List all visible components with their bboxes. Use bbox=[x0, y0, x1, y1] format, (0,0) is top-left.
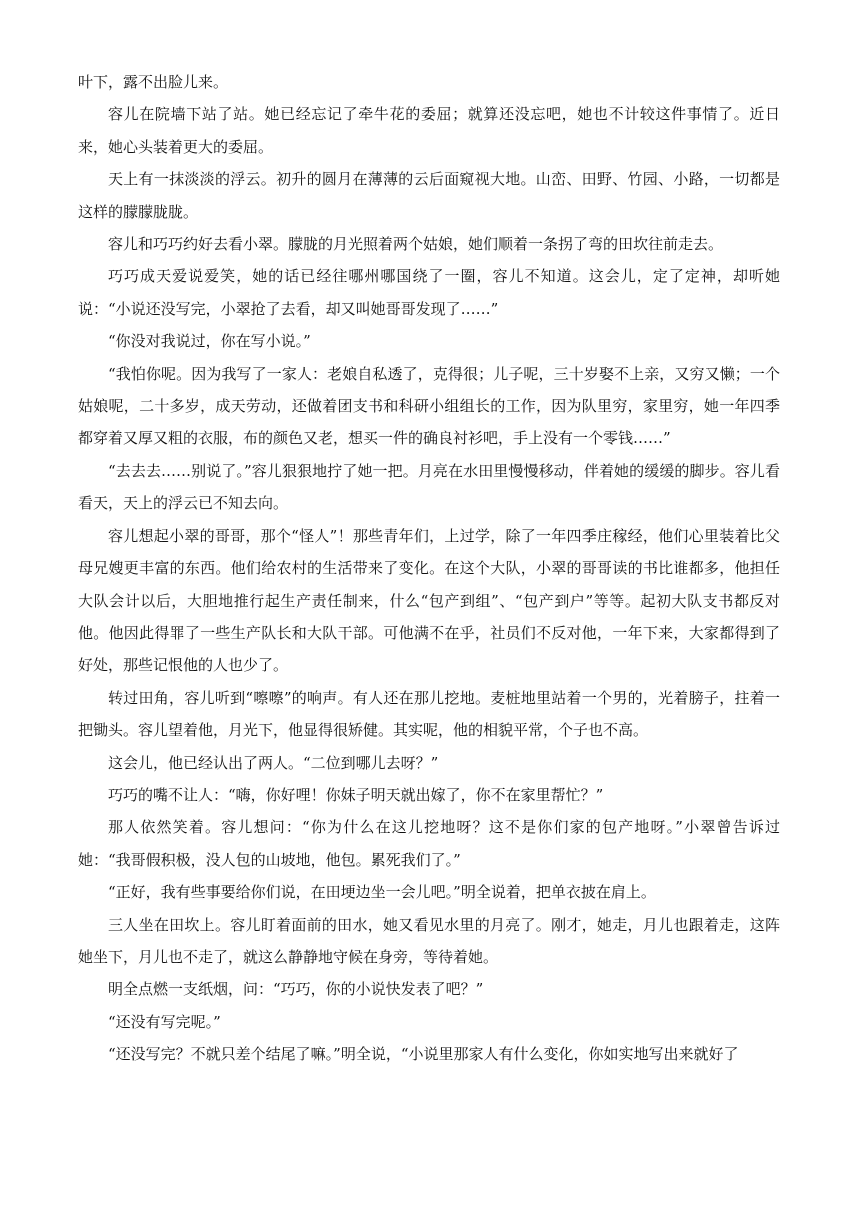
paragraph: 三人坐在田坎上。容儿盯着面前的田水，她又看见水里的月亮了。刚才，她走，月儿也跟着走，这阵她坐下，月儿也不走了，就这么静静地守候在身旁，等待着她。 bbox=[78, 915, 780, 966]
paragraph: 巧巧的嘴不让人：“嗨，你好哩！你妹子明天就出嫁了，你不在家里帮忙？” bbox=[108, 785, 604, 804]
paragraph: 巧巧成天爱说爱笑，她的话已经往哪州哪国绕了一圈，容儿不知道。这会儿，定了定神，却听她说：“小说还没写完，小翠抢了去看，却又叫她哥哥发现了……” bbox=[78, 267, 780, 318]
paragraph: 那人依然笑着。容儿想问：“你为什么在这儿挖地呀？这不是你们家的包产地呀。”小翠曾告诉过她：“我哥假积极，没人包的山坡地，他包。累死我们了。” bbox=[78, 818, 780, 869]
paragraph: “你没对我说过，你在写小说。” bbox=[108, 332, 311, 351]
paragraph: “还没写完？不就只差个结尾了嘛。”明全说，“小说里那家人有什么变化，你如实地写出来就好了 bbox=[108, 1045, 739, 1064]
document-page bbox=[78, 66, 780, 1071]
paragraph: 容儿想起小翠的哥哥，那个“怪人”！那些青年们，上过学，除了一年四季庄稼经，他们心里装着比父母兄嫂更丰富的东西。他们给农村的生活带来了变化。在这个大队，小翠的哥哥读的书比谁都多，他担任大队会计以后，大胆地推行起生产责任制来，什么“包产到组”、“包产到户”等等。起初大队支书都反对他。他因此得罪了一些生产队长和大队干部。可他满不在乎，社员们不反对他，一年下来，大家都得到了好处，那些记恨他的人也少了。 bbox=[78, 526, 780, 675]
paragraph: 容儿在院墙下站了站。她已经忘记了牵牛花的委屈；就算还没忘吧，她也不计较这件事情了。近日来，她心头装着更大的委屈。 bbox=[78, 105, 780, 156]
paragraph: “正好，我有些事要给你们说，在田埂边坐一会儿吧。”明全说着，把单衣披在肩上。 bbox=[108, 883, 656, 902]
paragraph: 叶下，露不出脸儿来。 bbox=[78, 73, 229, 91]
paragraph: 这会儿，他已经认出了两人。“二位到哪儿去呀？” bbox=[108, 753, 439, 772]
paragraph: 容儿和巧巧约好去看小翠。朦胧的月光照着两个姑娘，她们顺着一条拐了弯的田坎往前走去。 bbox=[108, 235, 724, 254]
paragraph: “去去去……别说了。”容儿狠狠地拧了她一把。月亮在水田里慢慢移动，伴着她的缓缓的脚步。容儿看看天，天上的浮云已不知去向。 bbox=[78, 461, 780, 513]
paragraph: 明全点燃一支纸烟，问：“巧巧，你的小说快发表了吧？” bbox=[108, 980, 484, 999]
paragraph: 转过田角，容儿听到“嚓嚓”的响声。有人还在那儿挖地。麦桩地里站着一个男的，光着膀子，拄着一把锄头。容儿望着他，月光下，他显得很矫健。其实呢，他的相貌平常，个子也不高。 bbox=[78, 688, 780, 740]
paragraph: “我怕你呢。因为我写了一家人：老娘自私透了，克得很；儿子呢，三十岁娶不上亲，又穷又懒；一个姑娘呢，二十多岁，成天劳动，还做着团支书和科研小组组长的工作，因为队里穷，家里穷，她一年四季都穿着又厚又粗的衣服，布的颜色又老，想买一件的确良衬衫吧，手上没有一个零钱……” bbox=[78, 364, 780, 448]
paragraph: “还没有写完呢。” bbox=[108, 1012, 221, 1031]
paragraph: 天上有一抹淡淡的浮云。初升的圆月在薄薄的云后面窥视大地。山峦、田野、竹园、小路，一切都是这样的朦朦胧胧。 bbox=[78, 170, 780, 221]
